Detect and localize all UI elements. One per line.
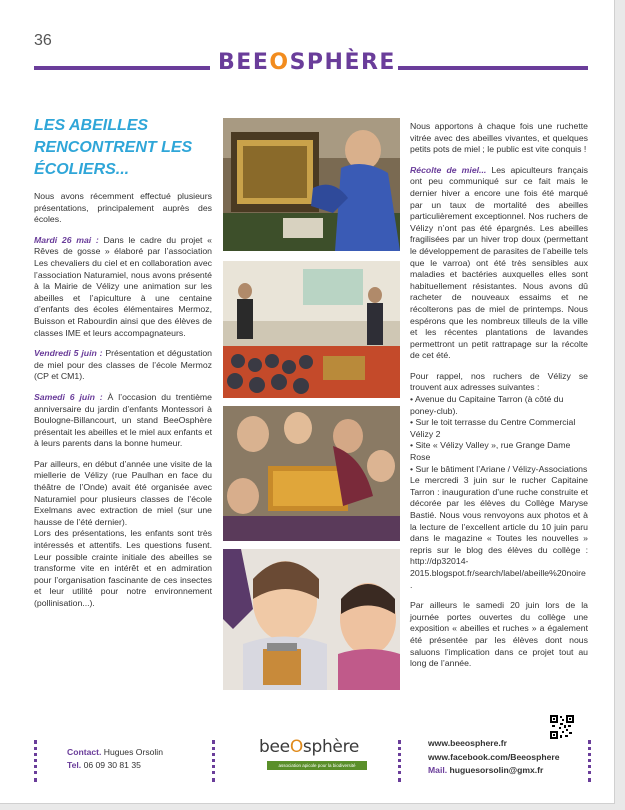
vendredi-paragraph bbox=[34, 348, 212, 383]
logo-o: O bbox=[289, 737, 303, 757]
beeosphere-logo bbox=[257, 735, 373, 773]
photo-child-observation-hive bbox=[223, 118, 400, 251]
mardi-body: Dans le cadre du projet « Rêves de gosse » élaboré par l’association Les chevaliers du ciel et en collaboration avec l’association Naturamiel, nous avons présenté à la Mairie de Vélizy une animation sur les abeilles et l’apiculture à une centaine d’enfants des écoles élémentaires Mermoz, Buisson et Rabourdin ainsi que des élèves de classes IME et leurs accompagnateurs. bbox=[34, 234, 212, 338]
recolte-paragraph bbox=[410, 165, 588, 362]
tel-value: 06 09 30 81 35 bbox=[83, 760, 141, 770]
samedi20-paragraph: Par ailleurs le samedi 20 juin lors de la journée portes ouvertes du collège une exposition « abeilles et ruches » a également été présentée par les élèves dont nous saluons l’implication dans ce projet tout au long de l’année. bbox=[410, 600, 588, 669]
ailleurs-paragraph: Par ailleurs, en début d’année une visite de la miellerie de Vélizy (rue Paulhan en face du théâtre de l’Onde) avait été organisée avec Naturamiel pour plusieurs classes de l’école Exelmans avec extraction de miel (sur une hausse de l’été dernier). bbox=[34, 458, 212, 527]
mail-label: Mail. bbox=[428, 765, 448, 775]
article-headline: LES ABEILLES RENCONTRENT LES ÉCOLIERS... bbox=[34, 117, 193, 178]
contact-label: Contact. bbox=[67, 747, 102, 757]
photo-presentation-room bbox=[223, 261, 400, 398]
logo-right: sphère bbox=[302, 737, 360, 757]
vendredi-body: Présentation et dégustation de miel pour des classes de l’école Mermoz (CP et CM1). bbox=[34, 348, 212, 382]
footer-divider bbox=[398, 740, 401, 782]
footer-divider bbox=[588, 740, 591, 782]
links-block bbox=[428, 737, 560, 778]
facebook-link[interactable]: www.facebook.com/Beeosphere bbox=[428, 751, 560, 762]
photo-children-honey-frame bbox=[223, 406, 400, 541]
magazine-title bbox=[0, 50, 614, 75]
mardi-lead: Mardi 26 mai : bbox=[34, 234, 99, 245]
mardi-paragraph bbox=[34, 235, 212, 339]
logo-tagline: association apicole pour la biodiversité bbox=[267, 761, 367, 770]
tel-label: Tel. bbox=[67, 760, 82, 770]
logo-left: bee bbox=[259, 737, 290, 757]
samedi-lead: Samedi 6 juin : bbox=[34, 391, 103, 402]
address-item: • Site « Vélizy Valley », rue Grange Dame Rose bbox=[410, 440, 571, 463]
page-number: 36 bbox=[34, 32, 52, 49]
address-item: • Avenue du Capitaine Tarron (à côté du poney-club). bbox=[410, 394, 564, 416]
website-link[interactable]: www.beeosphere.fr bbox=[428, 738, 507, 748]
recolte-body: Les apiculteurs français ont peu communiqué sur ce fait mais le dernier hiver a encore une fois été marqué par un taux de mortalité des abeilles particulièrement exceptionnel. Nos ruchers de Vélizy n’ont pas été épargnés. Les abeilles fragilisées par un hiver trop doux (permettant le développement de parasites de l’abeille tels que le varroa) ont été très sensibles aux maladies et bactéries auxquelles elles sont habituellement résistantes. Nous avons dû racheter de nouveaux essaims et ne récolterons pas de miel de printemps. Nous espérons que les nombreux tilleuls de la ville et les récentes plantations de lavandes permettront un petit rattrapage sur la récolte de cet été. bbox=[410, 164, 588, 361]
samedi-paragraph bbox=[34, 392, 212, 450]
qr-code-icon[interactable] bbox=[550, 715, 574, 739]
title-o: O bbox=[269, 50, 290, 75]
title-post: SPHÈRE bbox=[289, 50, 396, 75]
rappel-paragraph: Pour rappel, nos ruchers de Vélizy se trouvent aux adresses suivantes : bbox=[410, 370, 588, 393]
contact-name: Hugues Orsolin bbox=[103, 747, 163, 757]
footer-divider bbox=[34, 740, 37, 782]
header-rule-right bbox=[398, 66, 588, 70]
mercredi-paragraph: Le mercredi 3 juin sur le rucher Capitaine Tarron : inauguration d’une ruche construite et décorée par les élèves du Collège Maryse Bastié. Nous vous renvoyons aux photos et à la lecture de l’excellent article du 10 juin paru dans le magazine « Toutes les nouvelles » repris sur le blog des élèves du collège : http://dp32014-2015.blogspot.fr/search/label/abeille%20noire . bbox=[410, 475, 588, 590]
address-item: • Sur le toit terrasse du Centre Commercial Vélizy 2 bbox=[410, 417, 576, 439]
recolte-lead: Récolte de miel... bbox=[410, 164, 487, 175]
lors-paragraph: Lors des présentations, les enfants sont très intéressés et attentifs. Les questions fusent. Leur possible crainte initiale des abeilles se transforme vite en intérêt et en admiration pour l’organisation fascinante de ces insectes et leur utilité pour notre environnement (pollinisation...). bbox=[34, 528, 212, 608]
mail-link[interactable]: huguesorsolin@gmx.fr bbox=[449, 765, 544, 775]
contact-block bbox=[67, 746, 163, 772]
address-item: • Sur le bâtiment l’Ariane / Vélizy-Associations bbox=[410, 463, 588, 474]
intro-paragraph: Nous avons récemment effectué plusieurs présentations, principalement auprès des écoles. bbox=[34, 191, 212, 225]
photo-girls-honey-jar bbox=[223, 549, 400, 690]
left-column bbox=[34, 115, 212, 619]
title-pre: BEE bbox=[218, 50, 270, 75]
samedi-body: À l’occasion du trentième anniversaire du jardin d’enfants Montessori à Boulogne-Billancourt, un stand BeeOsphère présentait les abeilles et le miel aux enfants et à leurs parents dans la bonne humeur. bbox=[34, 391, 212, 449]
vendredi-lead: Vendredi 5 juin : bbox=[34, 348, 103, 359]
apportons-paragraph: Nous apportons à chaque fois une ruchette vitrée avec des abeilles vivantes, et quelques petits pots de miel ; le public est vite conquis ! bbox=[410, 121, 588, 155]
right-column bbox=[410, 121, 588, 679]
footer-divider bbox=[212, 740, 215, 782]
